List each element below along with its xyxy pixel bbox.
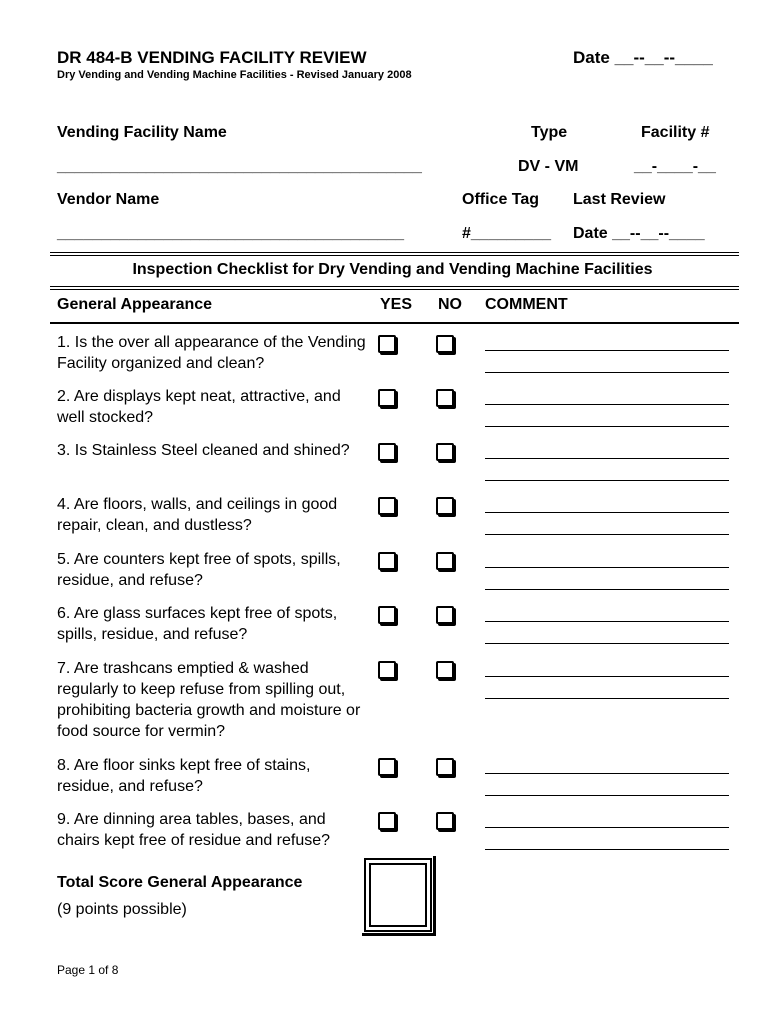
question-text: 1. Is the over all appearance of the Vending Facility organized and clean? [57, 334, 366, 372]
comment-line[interactable] [485, 404, 729, 405]
no-checkbox[interactable] [436, 335, 454, 353]
comment-line[interactable] [485, 621, 729, 622]
total-score-box[interactable] [364, 858, 432, 932]
question-text: 9. Are dinning area tables, bases, and chairs kept free of residue and refuse? [57, 811, 331, 849]
comment-line[interactable] [485, 512, 729, 513]
last-review-field[interactable]: Date __--__--____ [573, 225, 705, 242]
no-checkbox[interactable] [436, 758, 454, 776]
yes-checkbox[interactable] [378, 758, 396, 776]
comment-line[interactable] [485, 827, 729, 828]
yes-checkbox[interactable] [378, 606, 396, 624]
office-tag-field[interactable]: #_________ [462, 225, 551, 242]
facility-name-label: Vending Facility Name [57, 124, 227, 141]
column-yes: YES [380, 296, 413, 313]
comment-line[interactable] [485, 676, 729, 677]
question-text: 5. Are counters kept free of spots, spills, residue, and refuse? [57, 551, 341, 589]
comment-line[interactable] [485, 350, 729, 351]
comment-line[interactable] [485, 795, 729, 796]
question-text: 6. Are glass surfaces kept free of spots, spills, residue, and refuse? [57, 605, 338, 643]
question-text: 3. Is Stainless Steel cleaned and shined? [57, 442, 350, 459]
divider [50, 286, 739, 287]
question-text: 7. Are trashcans emptied & washed regularly to keep refuse from spilling out, prohibiting bacteria growth and moisture or food source for vermin? [57, 660, 361, 740]
total-score-note: (9 points possible) [57, 901, 187, 918]
no-checkbox[interactable] [436, 606, 454, 624]
comment-line[interactable] [485, 849, 729, 850]
question-text: 8. Are floor sinks kept free of stains, residue, and refuse? [57, 757, 311, 795]
vendor-name-label: Vendor Name [57, 191, 160, 208]
facility-name-field[interactable]: _________________________________________ [57, 158, 422, 175]
form-subtitle: Dry Vending and Vending Machine Facilities - Revised January 2008 [57, 69, 412, 81]
no-checkbox[interactable] [436, 661, 454, 679]
comment-line[interactable] [485, 589, 729, 590]
form-date: Date __--__--____ [573, 48, 713, 67]
yes-checkbox[interactable] [378, 443, 396, 461]
yes-checkbox[interactable] [378, 661, 396, 679]
comment-line[interactable] [485, 426, 729, 427]
question-text: 2. Are displays kept neat, attractive, and well stocked? [57, 388, 341, 426]
section-title: General Appearance [57, 296, 213, 313]
no-checkbox[interactable] [436, 443, 454, 461]
yes-checkbox[interactable] [378, 389, 396, 407]
divider [50, 289, 739, 290]
comment-line[interactable] [485, 458, 729, 459]
divider [50, 255, 739, 256]
office-tag-label: Office Tag [462, 191, 540, 208]
question-text: 4. Are floors, walls, and ceilings in good repair, clean, and dustless? [57, 496, 338, 534]
comment-line[interactable] [485, 773, 729, 774]
comment-line[interactable] [485, 643, 729, 644]
comment-line[interactable] [485, 698, 729, 699]
comment-line[interactable] [485, 372, 729, 373]
comment-line[interactable] [485, 480, 729, 481]
comment-line[interactable] [485, 567, 729, 568]
column-no: NO [438, 296, 462, 313]
page-number: Page 1 of 8 [57, 963, 119, 977]
column-comment: COMMENT [485, 296, 568, 313]
divider [50, 322, 739, 324]
total-score-label: Total Score General Appearance [57, 874, 303, 891]
yes-checkbox[interactable] [378, 812, 396, 830]
checklist-heading: Inspection Checklist for Dry Vending and Vending Machine Facilities [132, 261, 653, 278]
type-value: DV - VM [518, 158, 579, 175]
no-checkbox[interactable] [436, 812, 454, 830]
yes-checkbox[interactable] [378, 335, 396, 353]
no-checkbox[interactable] [436, 497, 454, 515]
form-title: DR 484-B VENDING FACILITY REVIEW [57, 48, 367, 67]
no-checkbox[interactable] [436, 389, 454, 407]
facility-number-label: Facility # [641, 124, 710, 141]
type-label: Type [531, 124, 568, 141]
divider [50, 252, 739, 253]
yes-checkbox[interactable] [378, 552, 396, 570]
facility-number-field[interactable]: __-____-__ [634, 158, 716, 175]
yes-checkbox[interactable] [378, 497, 396, 515]
comment-line[interactable] [485, 534, 729, 535]
last-review-label: Last Review [573, 191, 666, 208]
vendor-name-field[interactable]: _______________________________________ [57, 225, 405, 242]
no-checkbox[interactable] [436, 552, 454, 570]
